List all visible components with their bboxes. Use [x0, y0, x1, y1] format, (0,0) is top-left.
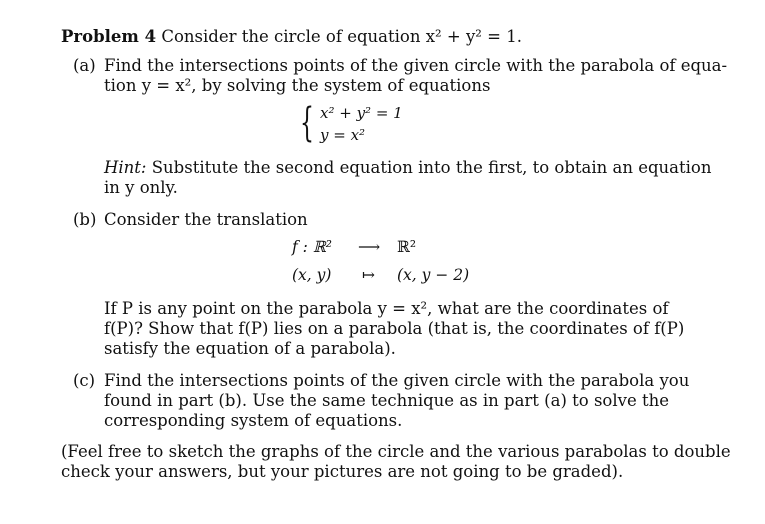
- equation-system: [300, 100, 450, 150]
- translation-map: [292, 238, 492, 288]
- footer-line-2: check your answers, but your pictures are not going to be graded).: [61, 462, 624, 481]
- map-domain: f : ℝ²: [292, 238, 332, 256]
- part-a-label: (a): [73, 56, 96, 75]
- part-c-line-3: corresponding system of equations.: [104, 411, 403, 430]
- system-equation-2: y = x²: [320, 126, 366, 144]
- hint-label: Hint:: [104, 158, 147, 177]
- map-codomain: ℝ²: [397, 238, 417, 256]
- part-c-label: (c): [73, 371, 96, 390]
- map-input: (x, y): [292, 266, 332, 284]
- part-b-para-2: f(P)? Show that f(P) lies on a parabola (that is, the coordinates of f(P): [104, 319, 685, 338]
- left-brace: {: [300, 100, 314, 146]
- part-a-line-2: tion y = x², by solving the system of equations: [104, 76, 491, 95]
- hint-line-2: in y only.: [104, 178, 178, 197]
- system-equation-1: x² + y² = 1: [320, 104, 403, 122]
- part-b-para-3: satisfy the equation of a parabola).: [104, 339, 396, 358]
- map-output: (x, y − 2): [397, 266, 470, 284]
- hint-text-1: Substitute the second equation into the first, to obtain an equation: [151, 158, 712, 177]
- footer-line-1: (Feel free to sketch the graphs of the circle and the various parabolas to double: [61, 442, 731, 461]
- problem-heading: [61, 27, 522, 47]
- hint-line-1: [104, 158, 711, 178]
- maps-to-arrow: ↦: [362, 266, 375, 284]
- problem-intro: Consider the circle of equation x² + y² = 1.: [161, 27, 522, 46]
- map-arrow: ⟶: [358, 238, 381, 256]
- part-c-line-2: found in part (b). Use the same technique as in part (a) to solve the: [104, 391, 669, 410]
- part-b-label: (b): [73, 210, 97, 229]
- part-a-line-1: Find the intersections points of the given circle with the parabola of equa-: [104, 56, 728, 75]
- part-c-line-1: Find the intersections points of the given circle with the parabola you: [104, 371, 690, 390]
- part-b-line-1: Consider the translation: [104, 210, 308, 229]
- part-b-para-1: If P is any point on the parabola y = x², what are the coordinates of: [104, 299, 669, 318]
- problem-label: Problem 4: [61, 27, 157, 46]
